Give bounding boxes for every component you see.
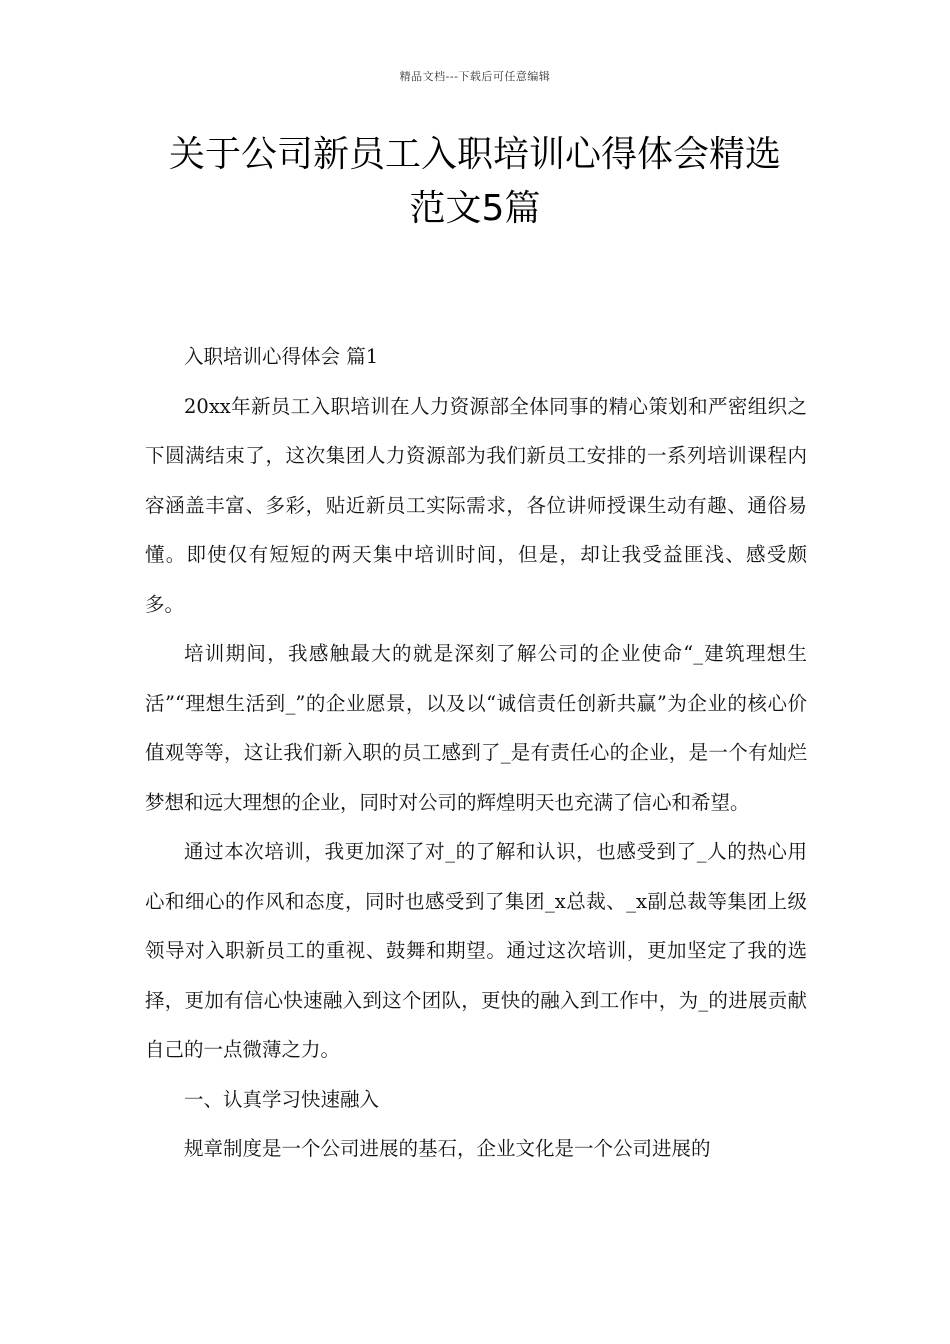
paragraph-3: 通过本次培训，我更加深了对_的了解和认识，也感受到了_人的热心用心和细心的作风和态度，同时也感受到了集团_x总裁、_x副总裁等集团上级领导对入职新员工的重视、鼓舞和期望。通过这次培训，更加坚定了我的选择，更加有信心快速融入到这个团队，更快的融入到工作中，为_的进展贡献自己的一点微薄之力。 (145, 840, 807, 1061)
document-title (100, 128, 850, 236)
paragraph-1: 20xx年新员工入职培训在人力资源部全体同事的精心策划和严密组织之下圆满结束了，这次集团人力资源部为我们新员工安排的一系列培训课程内容涵盖丰富、多彩，贴近新员工实际需求，各位讲师授课生动有趣、通俗易懂。即使仅有短短的两天集中培训时间，但是，却让我受益匪浅、感受颇多。 (145, 394, 807, 616)
section-heading-1: 入职培训心得体会 篇1 (184, 345, 379, 368)
paragraph-2: 培训期间，我感触最大的就是深刻了解公司的企业使命“_建筑理想生活”“理想生活到_”的企业愿景，以及以“诚信责任创新共赢”为企业的核心价值观等等，这让我们新入职的员工感到了_是有责任心的企业，是一个有灿烂梦想和远大理想的企业，同时对公司的辉煌明天也充满了信心和希望。 (145, 642, 807, 814)
document-body (145, 332, 807, 1174)
title-line-2: 范文5篇 (409, 188, 541, 229)
paragraph-4: 规章制度是一个公司进展的基石，企业文化是一个公司进展的 (184, 1137, 711, 1160)
header-note: 精品文档---下载后可任意编辑 (399, 70, 551, 83)
title-line-1: 关于公司新员工入职培训心得体会精选 (168, 134, 781, 175)
subheading-1: 一、认真学习快速融入 (184, 1087, 380, 1111)
